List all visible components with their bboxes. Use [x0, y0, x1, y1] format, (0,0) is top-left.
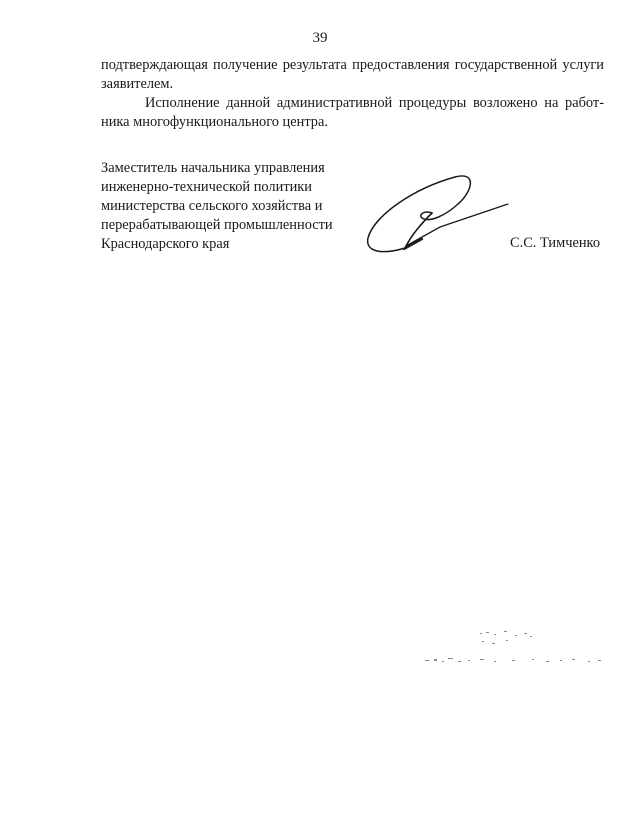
signer-name: С.С. Тимченко: [510, 235, 601, 251]
handwritten-signature: [360, 160, 520, 270]
paragraph-2-line-2: ника многофункционального центра.: [101, 114, 328, 130]
page-number: 39: [312, 30, 328, 46]
paragraph-2-line-1: Исполнение данной административной процедуры возложено на работ-: [145, 95, 604, 111]
paragraph-1-line-1: подтверждающая получение результата предоставления государственной услуги: [101, 57, 604, 73]
signer-position-line: Краснодарского края: [101, 236, 230, 252]
signer-position-line: Заместитель начальника управления: [101, 160, 325, 176]
signer-position-line: министерства сельского хозяйства и: [101, 198, 323, 214]
signer-position: [101, 159, 333, 254]
signer-position-line: инженерно-технической политики: [101, 179, 312, 195]
signer-position-line: перерабатывающей промышленности: [101, 217, 333, 233]
scan-artifact-specks: [420, 625, 605, 670]
paragraph-1-line-2: заявителем.: [101, 76, 174, 92]
body-text: [101, 56, 604, 132]
